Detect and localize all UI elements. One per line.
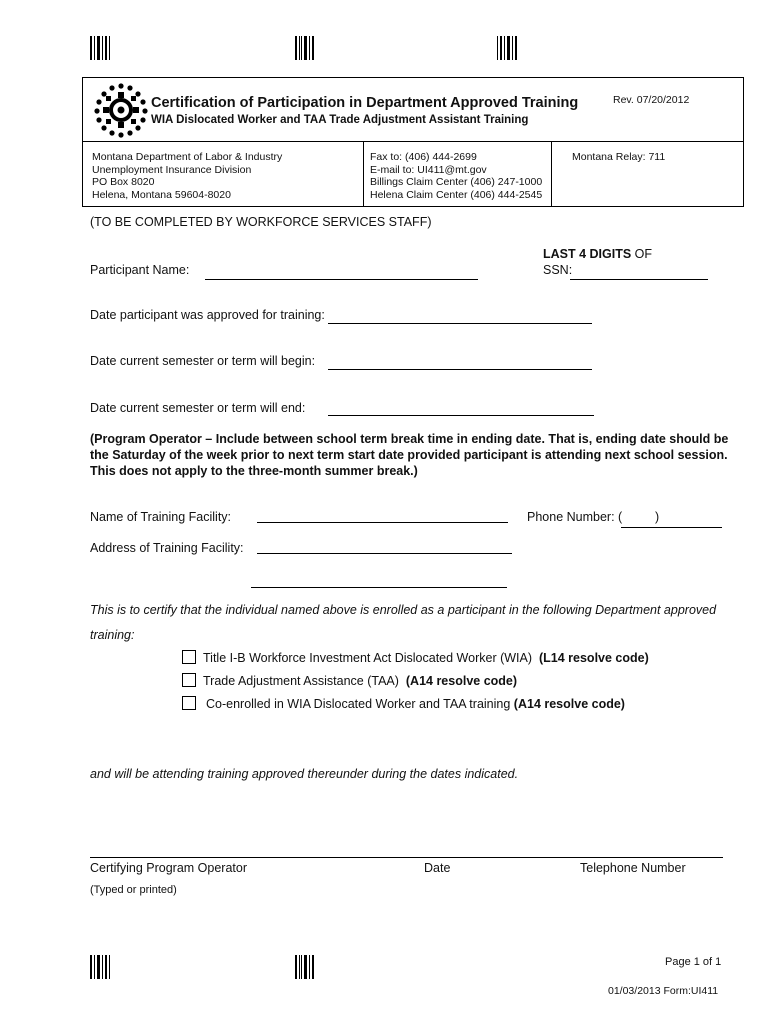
form-title: Certification of Participation in Department Approved Training [151, 95, 579, 111]
attending-statement: and will be attending training approved thereunder during the dates indicated. [90, 767, 519, 781]
address-line: Helena, Montana 59604-8020 [92, 188, 231, 201]
form-subtitle: WIA Dislocated Worker and TAA Trade Adjustment Assistant Training [151, 114, 529, 126]
barcode-top-right [497, 36, 519, 60]
phone-field[interactable] [621, 527, 722, 528]
option-code: (A14 resolve code) [513, 697, 625, 711]
phone-close-paren: ) [655, 510, 660, 524]
divider [551, 142, 552, 206]
divider [363, 142, 364, 206]
option-coenrolled[interactable] [182, 696, 625, 711]
option-wia[interactable] [182, 650, 649, 665]
form-header [82, 77, 744, 142]
certify-statement: This is to certify that the individual named above is enrolled as a participant in the following Department approved [90, 603, 717, 617]
option-code: (A14 resolve code) [405, 674, 518, 688]
typed-printed-note: (Typed or printed) [90, 884, 177, 896]
address-line: Unemployment Insurance Division [92, 163, 252, 176]
option-label: Trade Adjustment Assistance (TAA) [203, 674, 399, 688]
staff-note: (TO BE COMPLETED BY WORKFORCE SERVICES STAFF) [90, 215, 432, 229]
program-operator-note: (Program Operator – Include between school term break time in ending date. That is, ending date should be the Saturday of the week prior to next term start date provided participant is attending next school session. This does not apply to the three-month summer break.) [90, 432, 729, 478]
facility-name-field[interactable] [257, 522, 508, 523]
page-number: Page 1 of 1 [665, 956, 722, 968]
ssn-of-text: OF [631, 247, 653, 261]
barcode-top-center [295, 36, 317, 60]
term-end-label: Date current semester or term will end: [90, 401, 306, 415]
ssn-label: SSN: [543, 263, 573, 277]
helena-line: Helena Claim Center (406) 444-2545 [370, 188, 543, 201]
agency-address [92, 142, 362, 206]
fax-line: Fax to: (406) 444-2699 [370, 151, 477, 163]
address-line: PO Box 8020 [92, 176, 155, 188]
term-begin-field[interactable] [328, 369, 592, 370]
option-label: Title I-B Workforce Investment Act Dislocated Worker (WIA) [203, 651, 533, 665]
option-label: Co-enrolled in WIA Dislocated Worker and TAA training [206, 697, 511, 711]
signature-date-label: Date [424, 861, 451, 875]
wia-checkbox[interactable] [182, 650, 196, 664]
montana-dli-logo [91, 82, 151, 138]
term-end-field[interactable] [328, 415, 594, 416]
barcode-bottom-center [295, 955, 317, 979]
revision-date: Rev. 07/20/2012 [613, 94, 690, 106]
ssn-field[interactable] [570, 279, 708, 280]
certify-statement-2: training: [90, 628, 135, 642]
barcode-bottom-left [90, 955, 112, 979]
telephone-number-label: Telephone Number [580, 861, 686, 875]
certifying-operator-label: Certifying Program Operator [90, 861, 248, 875]
facility-address-field-2[interactable] [251, 587, 507, 588]
ssn-bold-text: LAST 4 DIGITS [543, 247, 632, 261]
billings-line: Billings Claim Center (406) 247-1000 [370, 176, 543, 188]
approved-date-label: Date participant was approved for training: [90, 308, 325, 322]
email-line: E-mail to: UI411@mt.gov [370, 163, 487, 176]
option-code: (L14 resolve code) [538, 651, 649, 665]
participant-name-label: Participant Name: [90, 263, 190, 277]
facility-address-label: Address of Training Facility: [90, 541, 244, 555]
facility-name-label: Name of Training Facility: [90, 510, 232, 524]
coenrolled-checkbox[interactable] [182, 696, 196, 710]
form-id: 01/03/2013 Form:UI411 [608, 985, 719, 997]
option-taa[interactable] [182, 673, 517, 688]
contact-numbers [370, 142, 550, 206]
signature-line[interactable] [90, 857, 723, 858]
taa-checkbox[interactable] [182, 673, 196, 687]
approved-date-field[interactable] [328, 323, 592, 324]
term-begin-label: Date current semester or term will begin: [90, 354, 316, 368]
relay-line: Montana Relay: 711 [572, 151, 666, 163]
participant-name-field[interactable] [205, 279, 478, 280]
facility-address-field[interactable] [257, 553, 512, 554]
contact-info-box [82, 141, 744, 207]
ssn-label-top [543, 247, 652, 261]
phone-label: Phone Number: ( [527, 510, 623, 524]
relay-info [572, 142, 732, 206]
address-line: Montana Department of Labor & Industry [92, 151, 283, 163]
barcode-top-left [90, 36, 112, 60]
